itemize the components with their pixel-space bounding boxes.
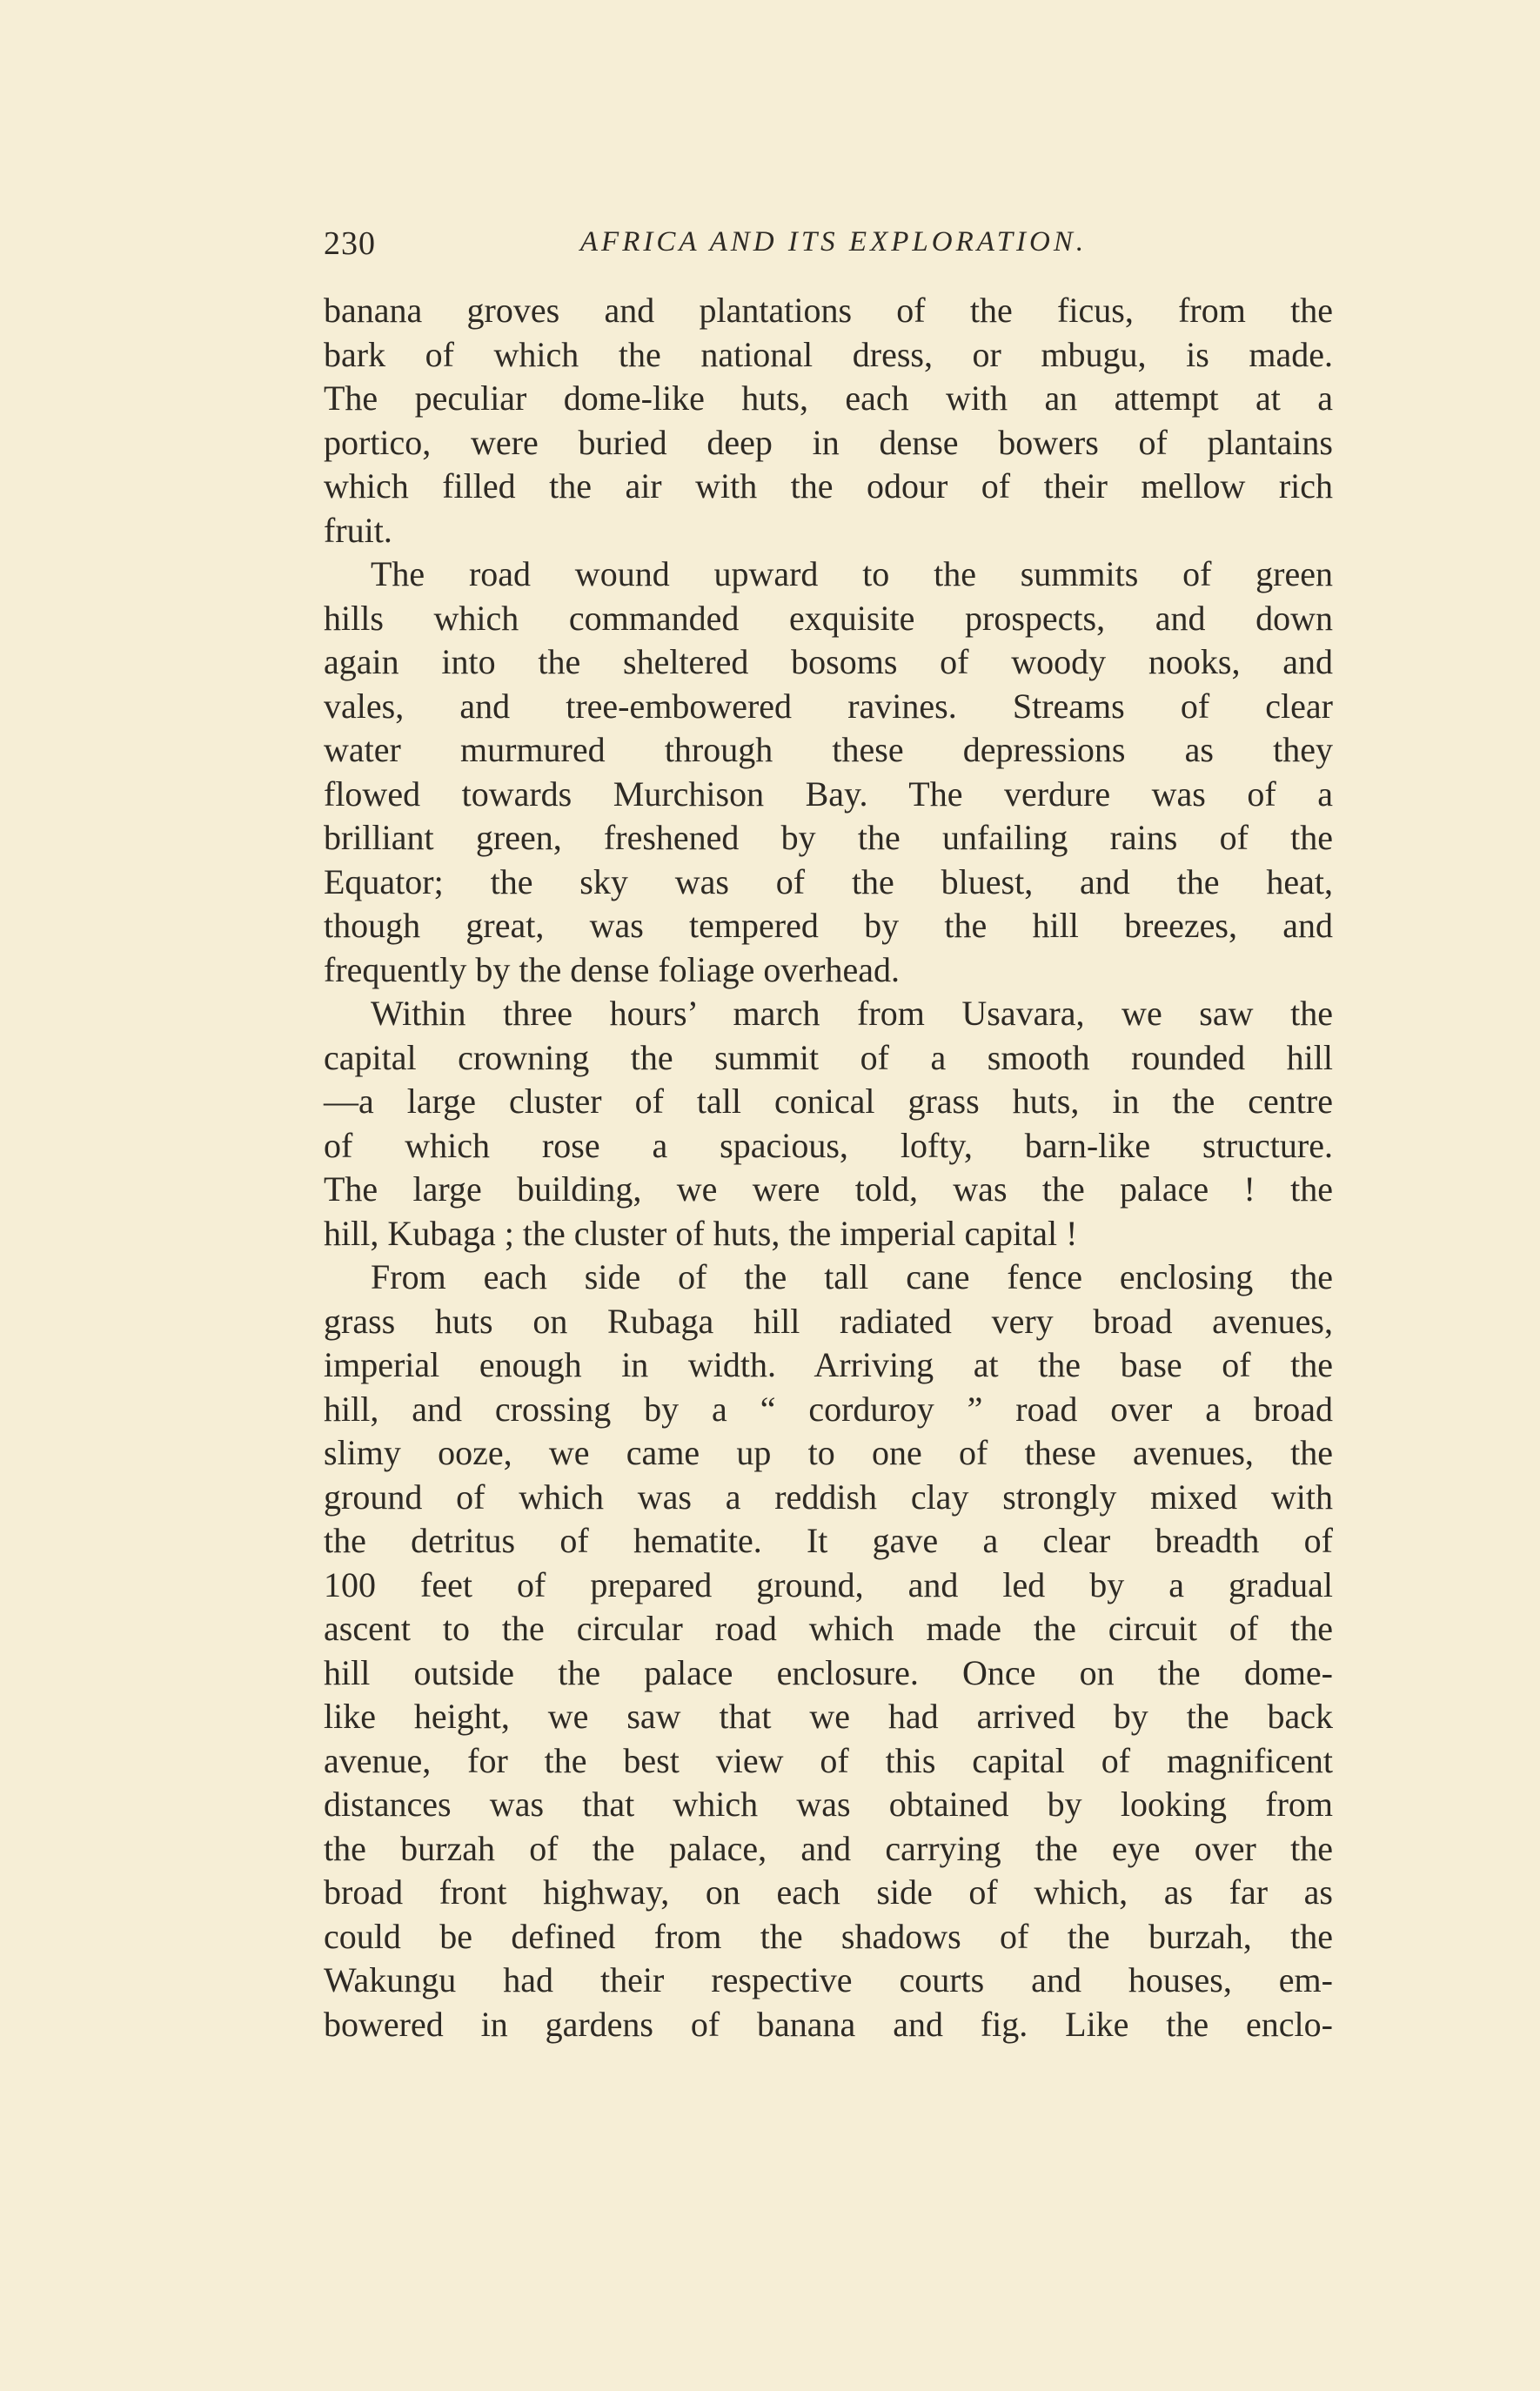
text-line: —a large cluster of tall conical grass huts, in the centre bbox=[324, 1082, 1333, 1121]
text-line: Within three hours’ march from Usavara, we saw the bbox=[371, 994, 1333, 1033]
text-line: which filled the air with the odour of their mellow rich bbox=[324, 466, 1333, 506]
text-line: Wakungu had their respective courts and houses, em- bbox=[324, 1960, 1333, 1999]
text-line: imperial enough in width. Arriving at the base of the bbox=[324, 1345, 1333, 1384]
text-line: banana groves and plantations of the ficus, from the bbox=[324, 291, 1333, 330]
text-line: 100 feet of prepared ground, and led by a gradual bbox=[324, 1564, 1333, 1604]
text-line: The peculiar dome-like huts, each with an attempt at a bbox=[324, 378, 1333, 418]
text-line: like height, we saw that we had arrived by the back bbox=[324, 1697, 1333, 1736]
text-line: the burzah of the palace, and carrying the eye over the bbox=[324, 1828, 1333, 1868]
text-line: fruit. bbox=[324, 510, 392, 550]
text-line: ascent to the circular road which made the circuit of the bbox=[324, 1609, 1333, 1648]
text-line: hill outside the palace enclosure. Once on the dome- bbox=[324, 1652, 1333, 1692]
text-line: bark of which the national dress, or mbugu, is made. bbox=[324, 334, 1333, 374]
text-line: broad front highway, on each side of which, as far as bbox=[324, 1872, 1333, 1912]
text-line: ground of which was a reddish clay strongly mixed with bbox=[324, 1477, 1333, 1517]
running-head: AFRICA AND ITS EXPLORATION. bbox=[579, 226, 1088, 258]
text-line: distances was that which was obtained by looking from bbox=[324, 1785, 1333, 1824]
text-line: The large building, we were told, was the palace ! the bbox=[324, 1169, 1333, 1209]
text-line: avenue, for the best view of this capital of magnificent bbox=[324, 1740, 1333, 1780]
text-line: grass huts on Rubaga hill radiated very broad avenues, bbox=[324, 1301, 1333, 1341]
text-line: water murmured through these depressions as they bbox=[324, 730, 1333, 769]
text-line: flowed towards Murchison Bay. The verdure was of a bbox=[324, 774, 1333, 814]
text-line: The road wound upward to the summits of green bbox=[371, 554, 1333, 593]
text-line: From each side of the tall cane fence enclosing the bbox=[371, 1257, 1333, 1296]
text-line: of which rose a spacious, lofty, barn-like structure. bbox=[324, 1125, 1333, 1165]
text-line: Equator; the sky was of the bluest, and the heat, bbox=[324, 861, 1333, 901]
text-line: portico, were buried deep in dense bowers of plantains bbox=[324, 422, 1333, 462]
text-line: the detritus of hematite. It gave a clear breadth of bbox=[324, 1521, 1333, 1560]
text-line: vales, and tree-embowered ravines. Streams of clear bbox=[324, 686, 1333, 726]
text-line: brilliant green, freshened by the unfailing rains of the bbox=[324, 818, 1333, 857]
text-line: capital crowning the summit of a smooth rounded hill bbox=[324, 1037, 1333, 1077]
text-line: slimy ooze, we came up to one of these avenues, the bbox=[324, 1433, 1333, 1472]
text-line: bowered in gardens of banana and fig. Like the enclo- bbox=[324, 2004, 1333, 2044]
text-line: hill, Kubaga ; the cluster of huts, the imperial capital ! bbox=[324, 1213, 1078, 1253]
text-line: hill, and crossing by a “ corduroy ” road over a broad bbox=[324, 1389, 1333, 1429]
text-line: though great, was tempered by the hill breezes, and bbox=[324, 906, 1333, 945]
text-line: frequently by the dense foliage overhead. bbox=[324, 949, 900, 989]
text-line: could be defined from the shadows of the burzah, the bbox=[324, 1916, 1333, 1956]
page-header bbox=[324, 224, 1343, 268]
body-text bbox=[324, 289, 1333, 2046]
page-number: 230 bbox=[324, 225, 376, 262]
text-line: hills which commanded exquisite prospects, and down bbox=[324, 598, 1333, 638]
text-line: again into the sheltered bosoms of woody nooks, and bbox=[324, 642, 1333, 681]
